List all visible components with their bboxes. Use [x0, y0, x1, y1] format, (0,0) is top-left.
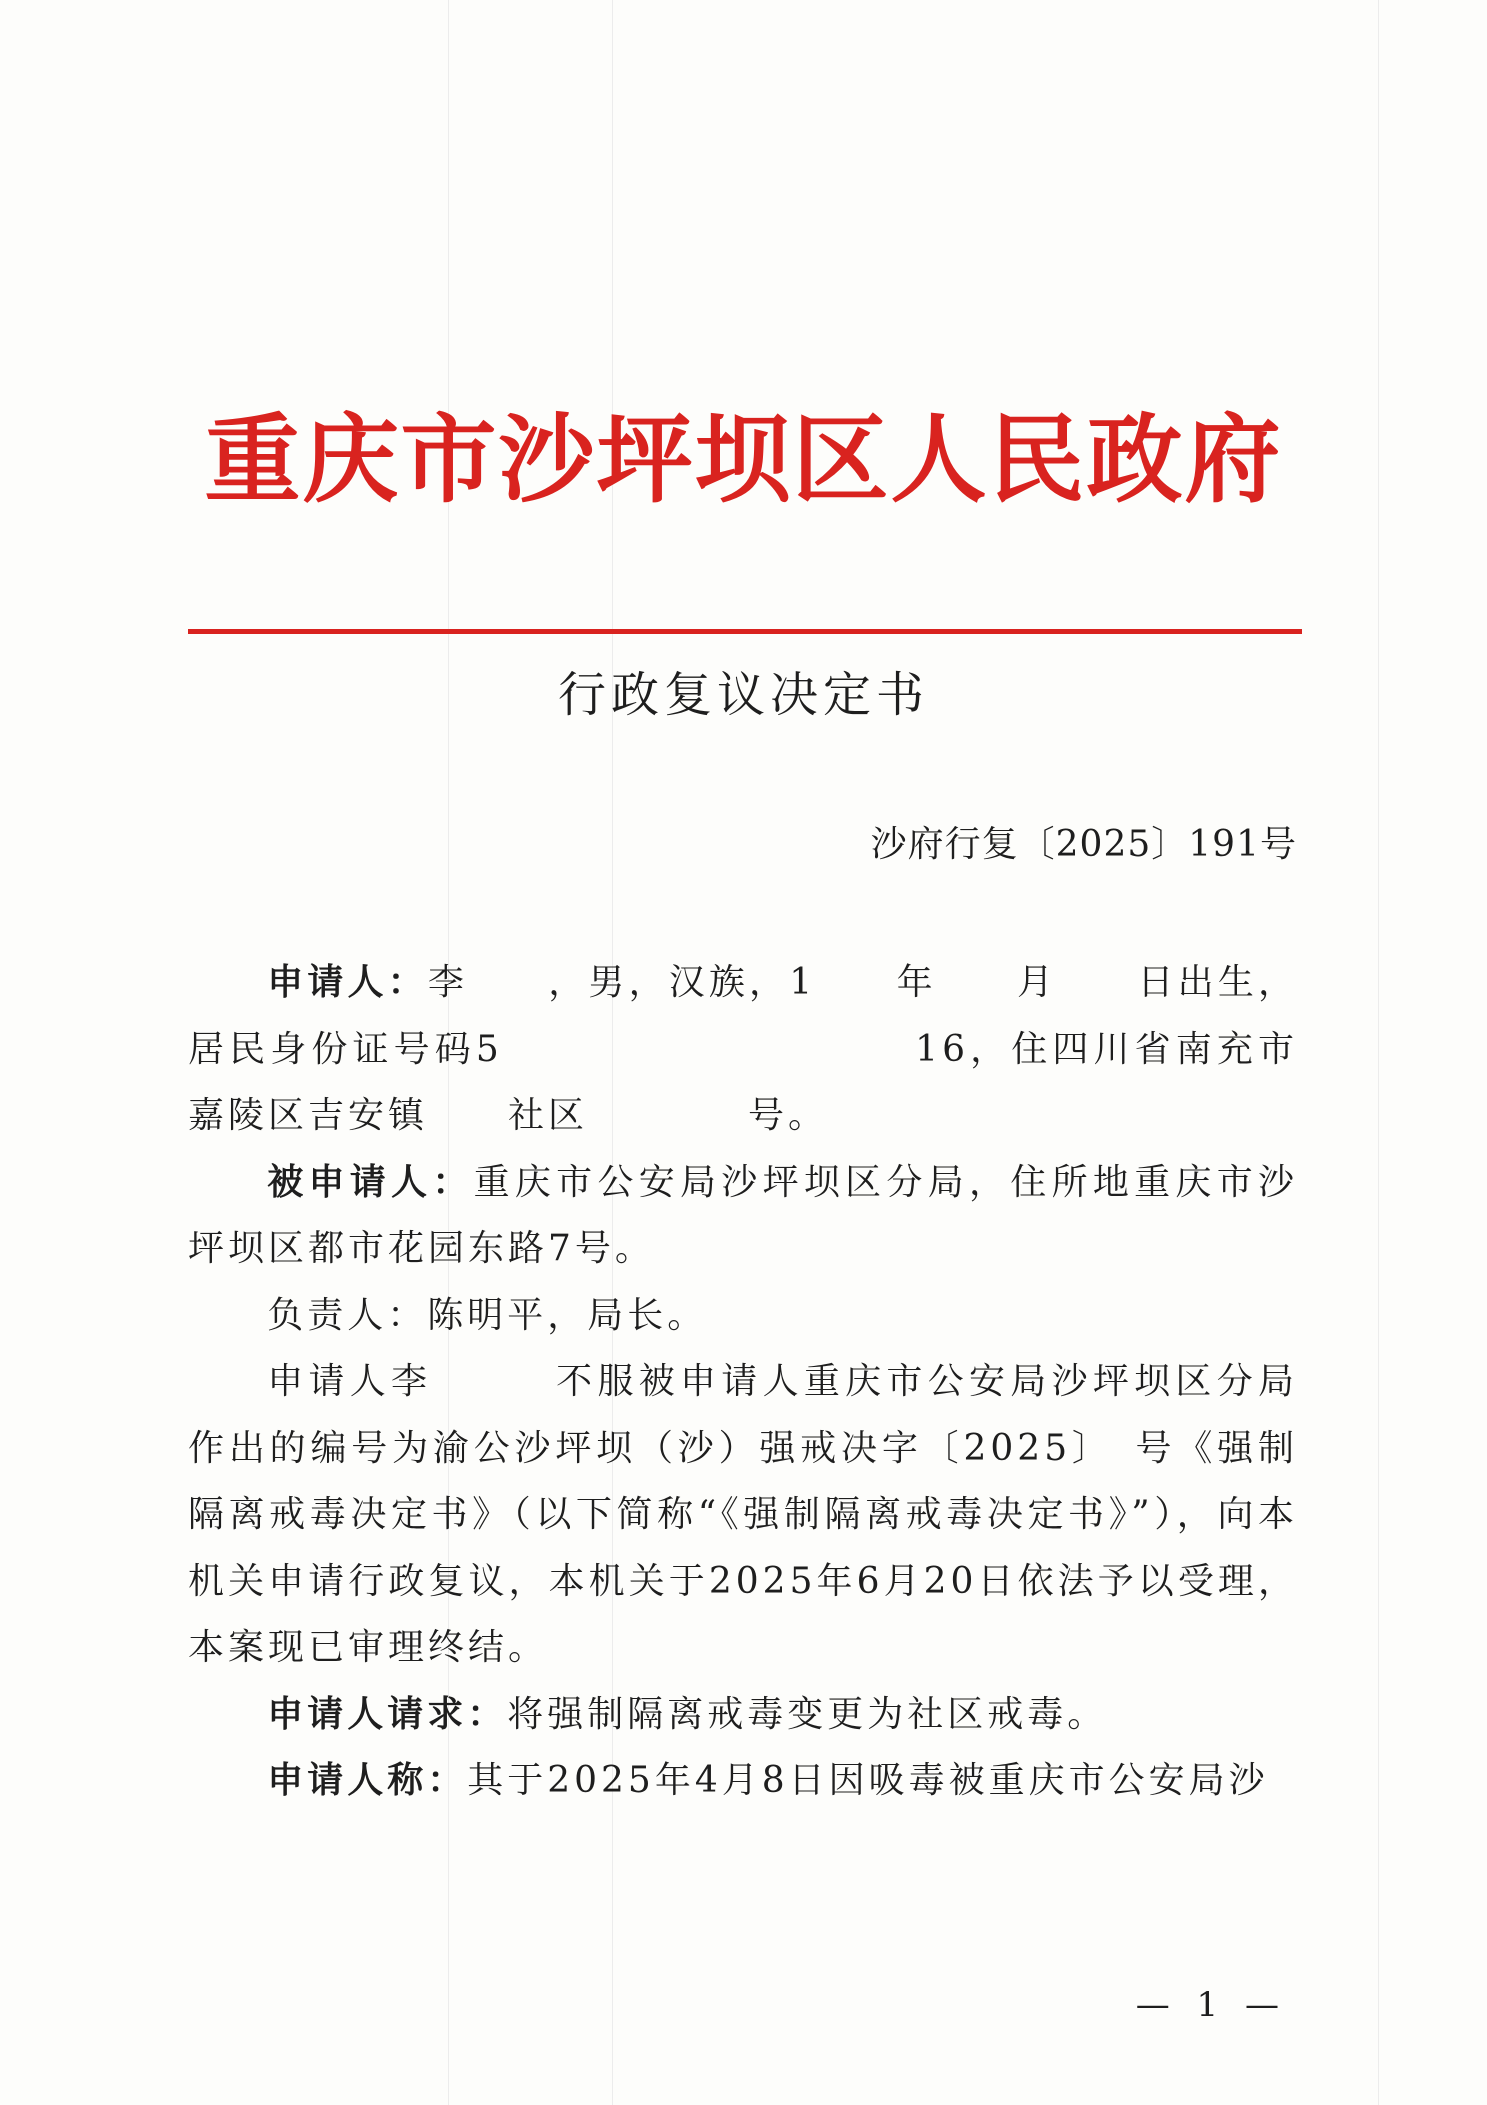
issuing-authority-header: 重庆市沙坪坝区人民政府 [204, 404, 1283, 516]
red-divider-line [188, 629, 1302, 634]
respondent-label: 被申请人： [267, 1161, 474, 1203]
request-label: 申请人请求： [267, 1693, 508, 1735]
respondent-paragraph [188, 1150, 1298, 1283]
request-paragraph [188, 1682, 1298, 1749]
claim-paragraph [188, 1748, 1298, 1815]
claim-text: 其于2025年4月8日因吸毒被重庆市公安局沙 [467, 1760, 1269, 1801]
intro-paragraph: 申请人李 不服被申请人重庆市公安局沙坪坝区分局作出的编号为渝公沙坪坝（沙）强戒决字〔2025〕 号《强制隔离戒毒决定书》（以下简称“《强制隔离戒毒决定书》”），向本机关申请行政复议，本机关于2025年6月20日依法予以受理，本案现已审理终结。 [188, 1361, 1298, 1668]
document-number: 沙府行复〔2025〕191号 [870, 824, 1297, 865]
page-number: — 1 — [1135, 1985, 1287, 2025]
applicant-paragraph [188, 950, 1298, 1150]
claim-label: 申请人称： [267, 1760, 468, 1801]
scan-artifact-line [1378, 0, 1379, 2105]
respondent-text: 重庆市公安局沙坪坝区分局，住所地重庆市沙坪坝区都市花园东路7号。 [188, 1161, 1298, 1269]
person-in-charge-paragraph: 负责人：陈明平，局长。 [267, 1294, 708, 1336]
applicant-label: 申请人： [267, 962, 428, 1003]
document-body [188, 950, 1298, 1815]
document-title: 行政复议决定书 [557, 667, 929, 723]
request-text: 将强制隔离戒毒变更为社区戒毒。 [507, 1693, 1108, 1735]
applicant-text: 李 ，男，汉族，1 年 月 日出生，居民身份证号码5 16，住四川省南充市嘉陵区吉安镇 社区 号。 [188, 962, 1298, 1136]
